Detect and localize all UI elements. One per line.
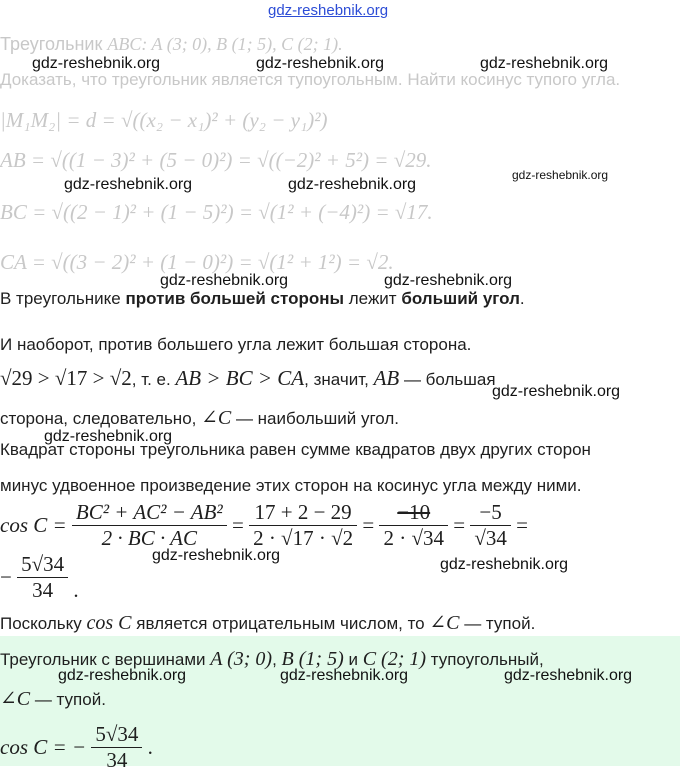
cos-result [0, 552, 79, 603]
watermark: gdz-reshebnik.org [512, 168, 609, 182]
fraction-num: BC² + AC² − AB² [72, 500, 227, 526]
distance-formula: |M₁M₂| = d = √((x₂ − x₁)² + (y₂ − y₁)²) [0, 108, 328, 132]
p4-angle: ∠C [201, 407, 232, 429]
watermark: gdz-reshebnik.org [492, 383, 621, 400]
fraction-num: 5√34 [17, 552, 68, 578]
p4-text: сторона, следовательно, [0, 409, 202, 428]
watermark: gdz-reshebnik.org [440, 556, 569, 573]
answer-text-2: тупоугольный, [426, 650, 544, 669]
result-dot: . [73, 578, 79, 602]
p7-text: Поскольку [0, 614, 87, 633]
fraction-num: 17 + 2 − 29 [249, 500, 357, 526]
watermark: gdz-reshebnik.org [152, 547, 281, 564]
cos-lhs: cos C = [0, 513, 67, 537]
p7-text-2: является отрицательным числом, то [131, 614, 430, 633]
task-points: ABC: A (3; 0), B (1; 5), C (2; 1). [107, 34, 343, 54]
fraction-numbers [249, 500, 357, 551]
paragraph-1 [0, 289, 525, 309]
answer-text: Треугольник с вершинами [0, 650, 211, 669]
p3-side-compare: AB > BC > CA [175, 366, 305, 390]
fraction-num: 5√34 [91, 722, 142, 748]
p3-text: , т. е. [131, 370, 176, 389]
fraction-num: −10 [379, 500, 448, 526]
minus-sign: − [0, 565, 12, 589]
vertex-b: B (1; 5) [281, 648, 344, 670]
fraction-den: 2 · √34 [383, 526, 444, 550]
p1-bold-angle: больший угол [401, 289, 520, 308]
watermark: gdz-reshebnik.org [480, 55, 609, 72]
watermark: gdz-reshebnik.org [58, 667, 187, 684]
watermark: gdz-reshebnik.org [256, 55, 385, 72]
p3-text-2: , значит, [304, 370, 374, 389]
answer-text-3: — тупой. [30, 690, 106, 709]
p1-text: В треугольнике [0, 289, 126, 308]
fraction-den: 2 · BC · AC [101, 526, 197, 550]
paragraph-4 [0, 405, 399, 430]
fraction-sides [72, 500, 227, 551]
answer-line-2 [0, 686, 106, 711]
ab-formula: AB = √((1 − 3)² + (5 − 0)²) = √((−2)² + 5²) = √29. [0, 148, 432, 172]
p4-text-2: — наибольший угол. [231, 409, 400, 428]
ca-formula: CA = √((3 − 2)² + (1 − 0)²) = √(1² + 1²) = √2. [0, 250, 394, 274]
fraction-den: 2 · √17 · √2 [253, 526, 354, 550]
watermark: gdz-reshebnik.org [64, 176, 193, 193]
p3-ab: AB [373, 366, 400, 390]
paragraph-6: минус удвоенное произведение этих сторон на косинус угла между ними. [0, 476, 582, 495]
answer-sep: , [272, 650, 282, 669]
fraction-reduced [379, 500, 448, 551]
answer-dot: . [147, 735, 153, 759]
p3-text-3: — большая [399, 370, 496, 389]
watermark: gdz-reshebnik.org [384, 272, 513, 289]
fraction-den: 34 [106, 748, 128, 772]
watermark: gdz-reshebnik.org [32, 55, 161, 72]
p1-text-2: лежит [344, 289, 402, 308]
p1-dot: . [519, 289, 525, 308]
answer-cos-lhs: cos C = − [0, 735, 87, 759]
fraction-result [17, 552, 68, 603]
p7-cos: cos C [86, 612, 132, 634]
task-prefix: Треугольник [0, 34, 103, 54]
watermark: gdz-reshebnik.org [288, 176, 417, 193]
watermark-top[interactable]: gdz-reshebnik.org [268, 2, 389, 19]
fraction-num: −5 [470, 500, 511, 526]
watermark: gdz-reshebnik.org [504, 667, 633, 684]
equals: = [516, 513, 528, 537]
fraction-simplified [470, 500, 511, 551]
watermark: gdz-reshebnik.org [160, 272, 289, 289]
paragraph-7 [0, 610, 535, 635]
answer-and: и [343, 650, 363, 669]
p1-bold-side: против большей стороны [125, 289, 345, 308]
paragraph-5: Квадрат стороны треугольника равен сумме квадратов двух других сторон [0, 440, 591, 459]
bc-formula: BC = √((2 − 1)² + (1 − 5)²) = √(1² + (−4)²) = √17. [0, 200, 433, 224]
task-line-2: Доказать, что треугольник является тупоугольным. Найти косинус тупого угла. [0, 70, 621, 89]
answer-cos [0, 722, 153, 773]
watermark: gdz-reshebnik.org [280, 667, 409, 684]
answer-fraction [91, 722, 142, 773]
watermark: gdz-reshebnik.org [44, 428, 173, 445]
p7-text-3: — тупой. [459, 614, 536, 633]
cos-formula [0, 500, 528, 551]
fraction-den: 34 [32, 578, 54, 602]
fraction-den: √34 [474, 526, 507, 550]
vertex-a: A (3; 0) [210, 648, 273, 670]
paragraph-2: И наоборот, против большего угла лежит большая сторона. [0, 335, 472, 354]
p7-angle: ∠C [429, 612, 460, 634]
equals: = [362, 513, 375, 537]
answer-angle: ∠C [0, 688, 31, 710]
equals: = [231, 513, 244, 537]
equals: = [453, 513, 466, 537]
p3-sqrt-compare: √29 > √17 > √2 [0, 366, 132, 390]
paragraph-3 [0, 366, 496, 391]
task-line-1 [0, 34, 343, 55]
vertex-c: C (2; 1) [362, 648, 427, 670]
